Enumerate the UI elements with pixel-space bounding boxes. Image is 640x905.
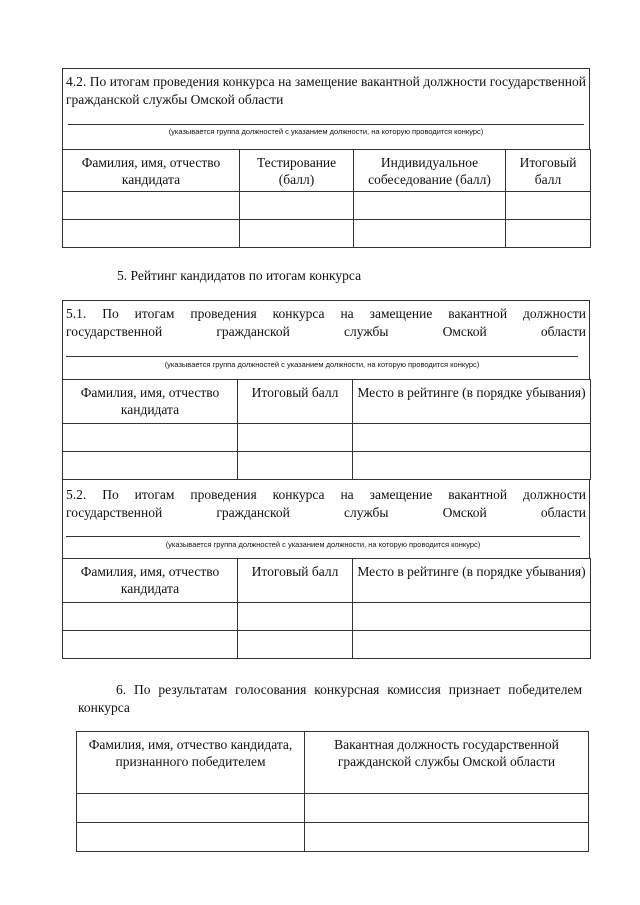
section-5-1-intro: [66, 305, 586, 341]
header-vacant-position: Вакантная должность государственной гражданской службы Омской области: [305, 732, 589, 794]
table-cell[interactable]: [240, 220, 354, 248]
table-row: [63, 220, 591, 248]
section-6-table: [76, 731, 589, 852]
section-5-2-intro-line1: 5.2. По итогам проведения конкурса на замещение вакантной должности: [66, 487, 586, 502]
table-cell[interactable]: [354, 192, 506, 220]
section-5-2-underline: [66, 536, 580, 537]
table-cell[interactable]: [506, 220, 591, 248]
table-row: [63, 424, 591, 452]
header-total-score: Итоговый балл: [238, 380, 353, 424]
header-testing: Тестирование (балл): [240, 150, 354, 192]
table-cell[interactable]: [353, 424, 591, 452]
table-cell[interactable]: [240, 192, 354, 220]
table-cell[interactable]: [238, 452, 353, 480]
header-interview: Индивидуальное собеседование (балл): [354, 150, 506, 192]
header-winner-name: Фамилия, имя, отчество кандидата, признанного победителем: [77, 732, 305, 794]
section-5-2-table: [62, 558, 591, 659]
section-6-text-content: 6. По результатам голосования конкурсная комиссия признает победителем конкурса: [78, 682, 582, 715]
header-total-score: Итоговый балл: [506, 150, 591, 192]
table-cell[interactable]: [305, 794, 589, 823]
table-cell[interactable]: [63, 192, 240, 220]
section-5-1-intro-line2: государственной гражданской службы Омской области: [66, 324, 586, 339]
table-cell[interactable]: [353, 452, 591, 480]
section-5-1-note: (указывается группа должностей с указанием должности, на которую проводится конкурс): [164, 360, 480, 369]
table-cell[interactable]: [353, 603, 591, 631]
header-full-name: Фамилия, имя, отчество кандидата: [63, 380, 238, 424]
section-5-1-intro-line1: 5.1. По итогам проведения конкурса на замещение вакантной должности: [66, 306, 586, 321]
section-4-2-underline: [68, 124, 584, 125]
section-4-2-note: (указывается группа должностей с указанием должности, на которую проводится конкурс): [168, 127, 484, 136]
table-cell[interactable]: [238, 424, 353, 452]
section-4-2-intro: [66, 73, 586, 109]
section-5-2-intro-line2: государственной гражданской службы Омской области: [66, 505, 586, 520]
table-row: [63, 631, 591, 659]
section-5-1-underline: [66, 356, 578, 357]
section-4-2-intro-text: 4.2. По итогам проведения конкурса на замещение вакантной должности государственной гражданской службы Омской области: [66, 74, 586, 107]
table-cell[interactable]: [506, 192, 591, 220]
table-row: [77, 823, 589, 852]
table-cell[interactable]: [305, 823, 589, 852]
table-cell[interactable]: [63, 452, 238, 480]
header-full-name: Фамилия, имя, отчество кандидата: [63, 150, 240, 192]
section-6-text: [78, 681, 582, 717]
section-5-2-intro: [66, 486, 586, 522]
table-cell[interactable]: [63, 631, 238, 659]
header-full-name: Фамилия, имя, отчество кандидата: [63, 559, 238, 603]
table-cell[interactable]: [77, 794, 305, 823]
table-cell[interactable]: [63, 220, 240, 248]
table-row: [63, 192, 591, 220]
table-cell[interactable]: [238, 631, 353, 659]
section-5-2-note: (указывается группа должностей с указанием должности, на которую проводится конкурс): [165, 540, 481, 549]
table-cell[interactable]: [63, 424, 238, 452]
table-cell[interactable]: [77, 823, 305, 852]
header-total-score: Итоговый балл: [238, 559, 353, 603]
header-rating-place: Место в рейтинге (в порядке убывания): [353, 559, 591, 603]
table-cell[interactable]: [63, 603, 238, 631]
section-5-1-table: [62, 379, 591, 480]
table-row: [63, 452, 591, 480]
table-cell[interactable]: [238, 603, 353, 631]
header-rating-place: Место в рейтинге (в порядке убывания): [353, 380, 591, 424]
section-4-2-table: [62, 149, 591, 248]
section-5-heading: 5. Рейтинг кандидатов по итогам конкурса: [117, 268, 362, 283]
table-cell[interactable]: [354, 220, 506, 248]
table-row: [77, 794, 589, 823]
table-cell[interactable]: [353, 631, 591, 659]
table-row: [63, 603, 591, 631]
